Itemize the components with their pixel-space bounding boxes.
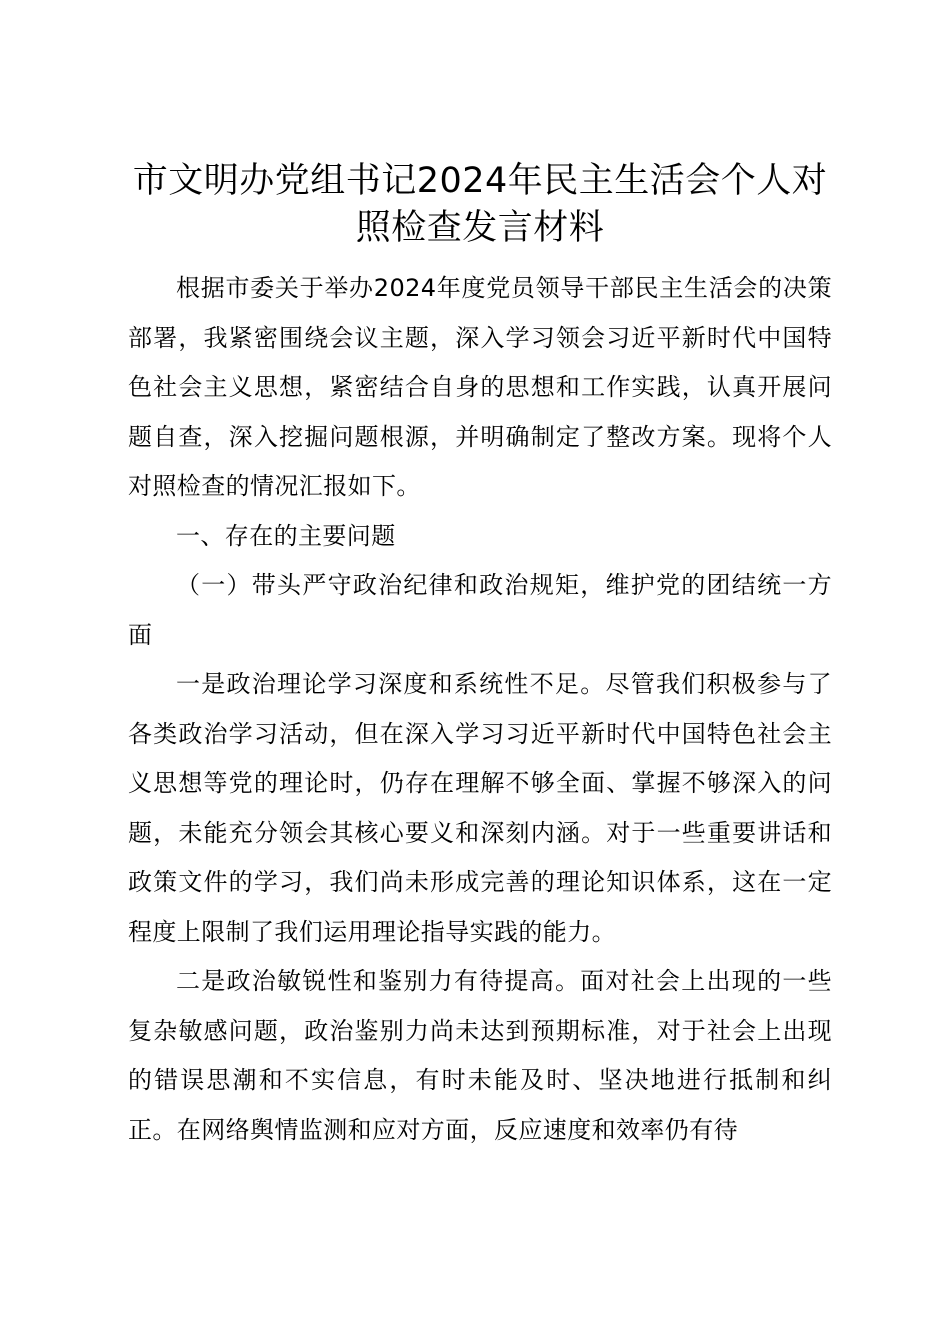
body-paragraph: 一是政治理论学习深度和系统性不足。尽管我们积极参与了各类政治学习活动，但在深入学习习近平新时代中国特色社会主义思想等党的理论时，仍存在理解不够全面、掌握不够深入的问题，未能充分领会其核心要义和深刻内涵。对于一些重要讲话和政策文件的学习，我们尚未形成完善的理论知识体系，这在一定程度上限制了我们运用理论指导实践的能力。 bbox=[128, 670, 832, 946]
body-paragraph: 二是政治敏锐性和鉴别力有待提高。面对社会上出现的一些复杂敏感问题，政治鉴别力尚未达到预期标准，对于社会上出现的错误思潮和不实信息，有时未能及时、坚决地进行抵制和纠正。在网络舆情监测和应对方面，反应速度和效率仍有待 bbox=[128, 967, 832, 1144]
subsection-heading: （一）带头严守政治纪律和政治规矩，维护党的团结统一方面 bbox=[128, 571, 832, 649]
section-heading: 一、存在的主要问题 bbox=[176, 521, 396, 550]
document-title: 市文明办党组书记2024年民主生活会个人对照检查发言材料 bbox=[132, 161, 828, 248]
document-page bbox=[128, 158, 832, 1155]
document-body bbox=[128, 264, 832, 1155]
intro-paragraph: 根据市委关于举办2024年度党员领导干部民主生活会的决策部署，我紧密围绕会议主题，深入学习领会习近平新时代中国特色社会主义思想，紧密结合自身的思想和工作实践，认真开展问题自查，深入挖掘问题根源，并明确制定了整改方案。现将个人对照检查的情况汇报如下。 bbox=[128, 274, 832, 500]
